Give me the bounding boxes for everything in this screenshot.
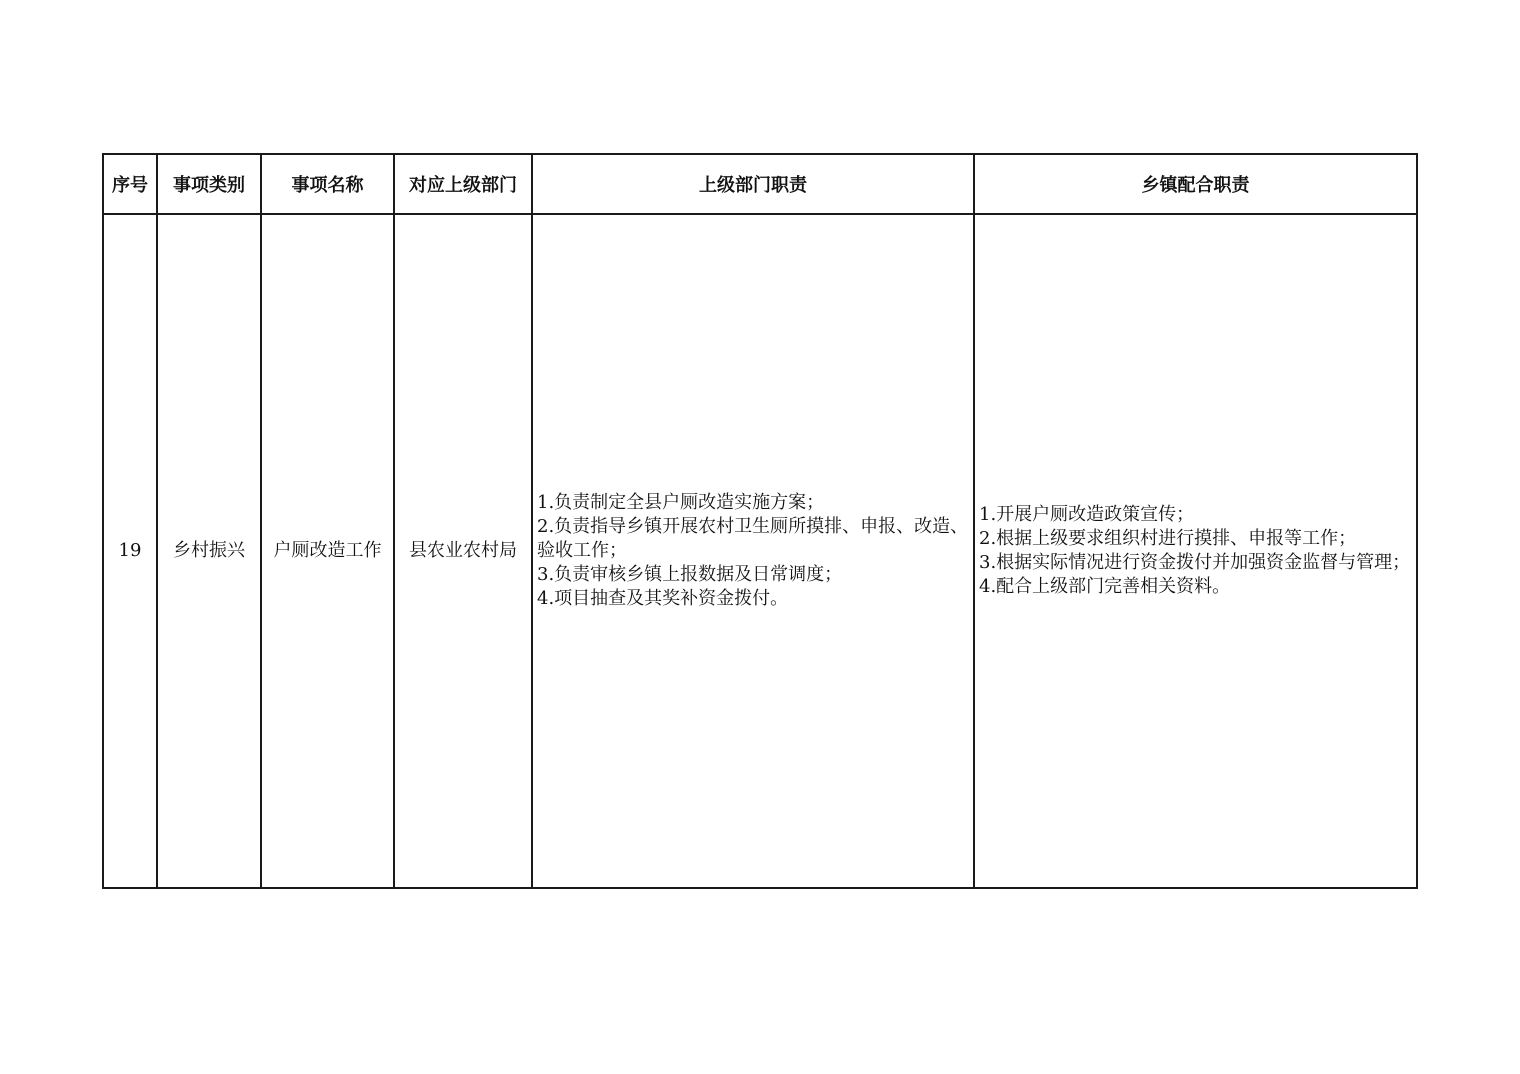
header-row xyxy=(103,154,1417,214)
header-town-duties: 乡镇配合职责 xyxy=(974,154,1417,214)
upper-duty-item: 3.负责审核乡镇上报数据及日常调度； xyxy=(537,564,843,585)
town-duty-item: 1.开展户厕改造政策宣传； xyxy=(979,504,1195,525)
header-department: 对应上级部门 xyxy=(394,154,532,214)
cell-town-duties xyxy=(974,214,1417,888)
header-seq: 序号 xyxy=(103,154,157,214)
cell-department: 县农业农村局 xyxy=(394,214,532,888)
cell-seq: 19 xyxy=(103,214,157,888)
upper-duty-item: 1.负责制定全县户厕改造实施方案； xyxy=(537,492,825,513)
upper-duty-item: 4.项目抽查及其奖补资金拨付。 xyxy=(537,588,789,609)
header-category: 事项类别 xyxy=(157,154,261,214)
town-duty-item: 2.根据上级要求组织村进行摸排、申报等工作； xyxy=(979,528,1357,549)
table-row xyxy=(103,214,1417,888)
town-duty-item: 3.根据实际情况进行资金拨付并加强资金监督与管理； xyxy=(979,552,1411,573)
duty-table xyxy=(102,153,1418,889)
upper-duty-item: 2.负责指导乡镇开展农村卫生厕所摸排、申报、改造、验收工作； xyxy=(537,516,969,561)
cell-name: 户厕改造工作 xyxy=(261,214,394,888)
cell-upper-duties xyxy=(532,214,974,888)
cell-category: 乡村振兴 xyxy=(157,214,261,888)
header-name: 事项名称 xyxy=(261,154,394,214)
town-duty-item: 4.配合上级部门完善相关资料。 xyxy=(979,576,1231,597)
header-upper-duties: 上级部门职责 xyxy=(532,154,974,214)
